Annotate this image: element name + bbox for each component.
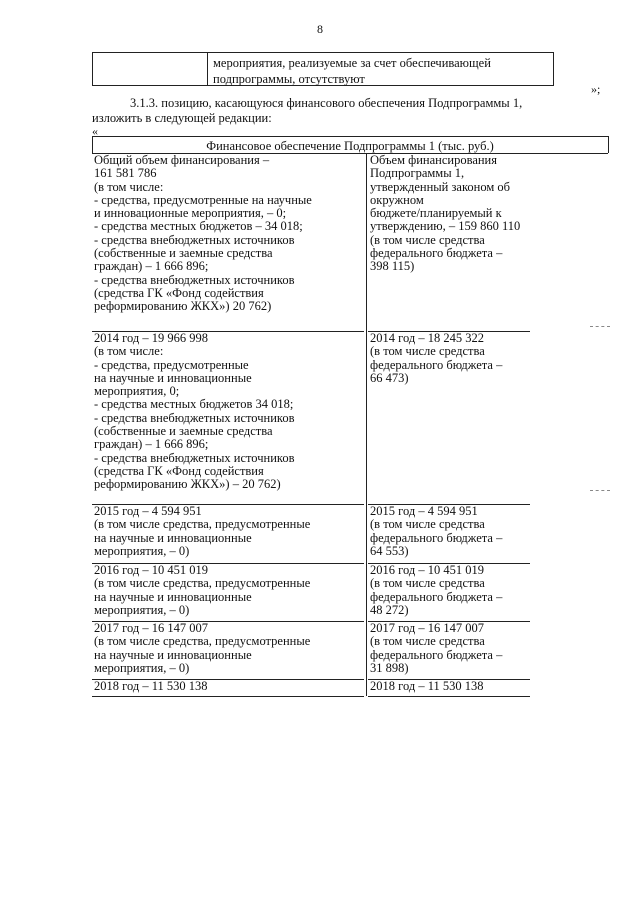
cell-line: 2014 год – 18 245 322 <box>370 331 484 345</box>
table-cell-left <box>94 564 364 617</box>
table-bottom-right <box>368 696 530 697</box>
cell-line: федерального бюджета – <box>370 647 503 662</box>
cell-line: 398 115) <box>370 259 415 274</box>
cell-line: Общий объем финансирования – <box>94 153 270 167</box>
table-cell-right <box>370 622 606 675</box>
table-cell-left <box>94 154 364 314</box>
cell-line: (в том числе: <box>94 344 164 359</box>
cell-line: утверждению, – 159 860 110 <box>370 219 521 234</box>
cell-line: на научные и инновационные <box>94 530 252 545</box>
cell-line: (в том числе средства <box>370 634 485 649</box>
cell-line: - средства внебюджетных источников <box>94 410 295 425</box>
table-cell-right <box>370 505 606 558</box>
cell-line: на научные и инновационные <box>94 647 252 662</box>
amendment-paragraph <box>92 96 612 126</box>
cell-line: (в том числе средства, предусмотренные <box>94 517 311 532</box>
table-bottom-left <box>92 696 364 697</box>
cell-line: федерального бюджета – <box>370 530 503 545</box>
paragraph-line: 3.1.3. позицию, касающуюся финансового обеспечения Подпрограммы 1, <box>130 96 523 110</box>
previous-table-fragment <box>92 52 554 86</box>
financing-table <box>92 136 608 696</box>
table-cell-left <box>94 680 364 693</box>
cell-line: федерального бюджета – <box>370 589 503 604</box>
cell-line: - средства внебюджетных источников <box>94 272 295 287</box>
cell-line: 66 473) <box>370 370 409 385</box>
table-right-border <box>608 136 609 153</box>
fragment-text <box>213 55 491 87</box>
paragraph-line: изложить в следующей редакции: <box>92 111 272 125</box>
cell-line: 2017 год – 16 147 007 <box>370 621 484 635</box>
fragment-line: подпрограммы, отсутствуют <box>213 72 365 86</box>
cell-line: бюджете/планируемый к <box>370 206 502 221</box>
cell-line: 2018 год – 11 530 138 <box>370 679 484 693</box>
cell-line: 31 898) <box>370 660 409 675</box>
cell-line: Подпрограммы 1, <box>370 166 465 181</box>
cell-line: федерального бюджета – <box>370 357 503 372</box>
cell-line: (в том числе средства <box>370 517 485 532</box>
cell-line: мероприятия, – 0) <box>94 543 190 558</box>
column-divider <box>366 153 367 696</box>
cell-line: и инновационные мероприятия, – 0; <box>94 206 287 221</box>
cell-line: мероприятия, – 0) <box>94 660 190 675</box>
cell-line: - средства местных бюджетов 34 018; <box>94 397 294 412</box>
cell-line: (в том числе средства <box>370 576 485 591</box>
cell-line: 161 581 786 <box>94 166 157 181</box>
closing-quote: »; <box>591 82 601 96</box>
table-cell-right <box>370 332 606 385</box>
cell-line: на научные и инновационные <box>94 370 252 385</box>
cell-line: окружном <box>370 192 424 207</box>
column-divider <box>207 53 208 85</box>
cell-line: - средства внебюджетных источников <box>94 450 295 465</box>
cell-line: на научные и инновационные <box>94 589 252 604</box>
cell-line: - средства, предусмотренные на научные <box>94 192 312 207</box>
table-cell-right <box>370 564 606 617</box>
fragment-line: мероприятия, реализуемые за счет обеспечивающей <box>213 56 491 70</box>
cell-line: 2016 год – 10 451 019 <box>370 563 484 577</box>
cell-line: мероприятия, – 0) <box>94 602 190 617</box>
cell-line: утвержденный законом об <box>370 179 510 194</box>
table-cell-left <box>94 332 364 492</box>
cell-line: граждан) – 1 666 896; <box>94 259 209 274</box>
cell-line: Объем финансирования <box>370 153 497 167</box>
table-cell-left <box>94 622 364 675</box>
cell-line: 2015 год – 4 594 951 <box>94 504 202 518</box>
cell-line: 48 272) <box>370 602 409 617</box>
cell-line: (средства ГК «Фонд содействия <box>94 463 264 478</box>
cell-line: (собственные и заемные средства <box>94 246 273 261</box>
cell-line: - средства внебюджетных источников <box>94 232 295 247</box>
table-cell-right <box>370 154 606 274</box>
cell-line: (в том числе: <box>94 179 164 194</box>
table-left-border <box>92 136 93 153</box>
cell-line: граждан) – 1 666 896; <box>94 437 209 452</box>
cell-line: федерального бюджета – <box>370 246 503 261</box>
cell-line: 2015 год – 4 594 951 <box>370 504 478 518</box>
cell-line: реформированию ЖКХ») 20 762) <box>94 299 272 314</box>
cell-line: - средства местных бюджетов – 34 018; <box>94 219 303 234</box>
cell-line: (средства ГК «Фонд содействия <box>94 285 264 300</box>
table-top-border <box>92 136 608 137</box>
cell-line: 2014 год – 19 966 998 <box>94 331 208 345</box>
table-cell-right <box>370 680 606 693</box>
cell-line: (в том числе средства <box>370 344 485 359</box>
cell-line: (в том числе средства <box>370 232 485 247</box>
cell-line: мероприятия, 0; <box>94 384 180 399</box>
table-cell-left <box>94 505 364 558</box>
opening-quote: « <box>92 124 98 138</box>
page-number: 8 <box>317 22 323 36</box>
cell-line: - средства, предусмотренные <box>94 357 249 372</box>
cell-line: 2018 год – 11 530 138 <box>94 679 208 693</box>
cell-line: 2017 год – 16 147 007 <box>94 621 208 635</box>
cell-line: 2016 год – 10 451 019 <box>94 563 208 577</box>
cell-line: (в том числе средства, предусмотренные <box>94 576 311 591</box>
cell-line: (собственные и заемные средства <box>94 424 273 439</box>
table-header: Финансовое обеспечение Подпрограммы 1 (тыс. руб.) <box>206 139 494 153</box>
cell-line: реформированию ЖКХ») – 20 762) <box>94 477 281 492</box>
cell-line: 64 553) <box>370 543 409 558</box>
scan-artifact <box>590 326 610 327</box>
cell-line: (в том числе средства, предусмотренные <box>94 634 311 649</box>
scan-artifact <box>590 490 610 491</box>
